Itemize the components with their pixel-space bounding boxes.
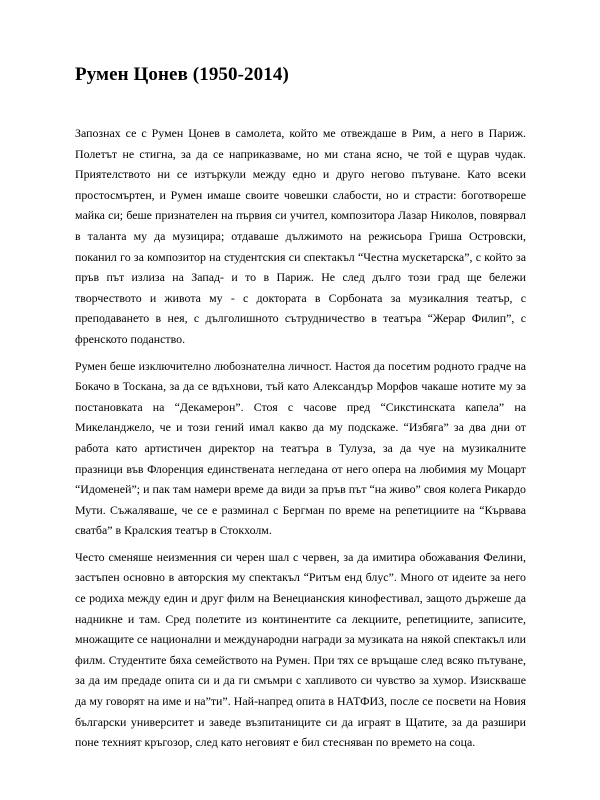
page-title: Румен Цонев (1950-2014) — [75, 64, 289, 85]
paragraph-1: Запознах се с Румен Цонев в самолета, който ме отвеждаше в Рим, а него в Париж. Полетът не стигна, за да се наприказваме, но ми стана ясно, че той е щурав чудак. Приятелството ни се изтъркули между едно и друго негово пътуване. Като всеки простосмъртен, и Румен имаше своите човешки слабости, но и страсти: боготвореше майка си; беше признателен на първия си учител, композитора Лазар Николов, повярвал в таланта му да музицира; отдаваше дължимото на режисьора Гриша Островски, поканил го за композитор на студентския си спектакъл “Честна мускетарска”, с който за пръв път излиза на Запад- и то в Париж. Не след дълго този град ще бележи творчеството и живота му - с доктората в Сорбоната за музикалния театър, с преподаването в нея, с дълголишното сътрудничество в театъра “Жерар Филип”, с френското поданство. — [75, 126, 526, 346]
document-body — [75, 123, 526, 759]
paragraph-3: Често сменяше неизменния си черен шал с червен, за да имитира обожавания Фелини, застъпен основно в авторския му спектакъл “Ритъм енд блус”. Много от идеите за него се родиха между един и друг филм на Венецианския кинофестивал, защото държеше да надникне и там. Сред полетите из континентите са лекциите, репетициите, записите, множащите се национални и международни награди за музиката на някой спектакъл или филм. Студентите бяха семейството на Румен. При тях се връщаше след всяко пътуване, за да им предаде опита си и да ги смъмри с хапливото си чувство за хумор. Изискваше да му говорят на име и на”ти”. Най-напред опита в НАТФИЗ, после се посвети на Новия български университет и заведе възпитаниците си да играят в Щатите, за да разшири поне техният кръгозор, след като неговият е бил стесняван по времето на соца. — [75, 549, 526, 750]
paragraph-2: Румен беше изключително любознателна личност. Настоя да посетим родното градче на Бокачо в Тоскана, за да се вдъхнови, тъй като Александър Морфов чакаше нотите му за постановката на “Декамерон”. Стоя с часове пред “Сикстинската капела” на Микеланджело, че и този гений имал какво да му подскаже. “Избяга” за два дни от работа като артистичен директор на театъра в Тулуза, за да чуе на музикалните празници във Флоренция единствената негледана от него опера на любимия му Моцарт “Идоменей”; и пак там намери време да види за пръв път “на живо” своя колега Рикардо Мути. Съжаляваше, че се е разминал с Бергман по време на репетициите на “Кървава сватба” в Кралския театър в Стокхолм. — [75, 358, 526, 538]
